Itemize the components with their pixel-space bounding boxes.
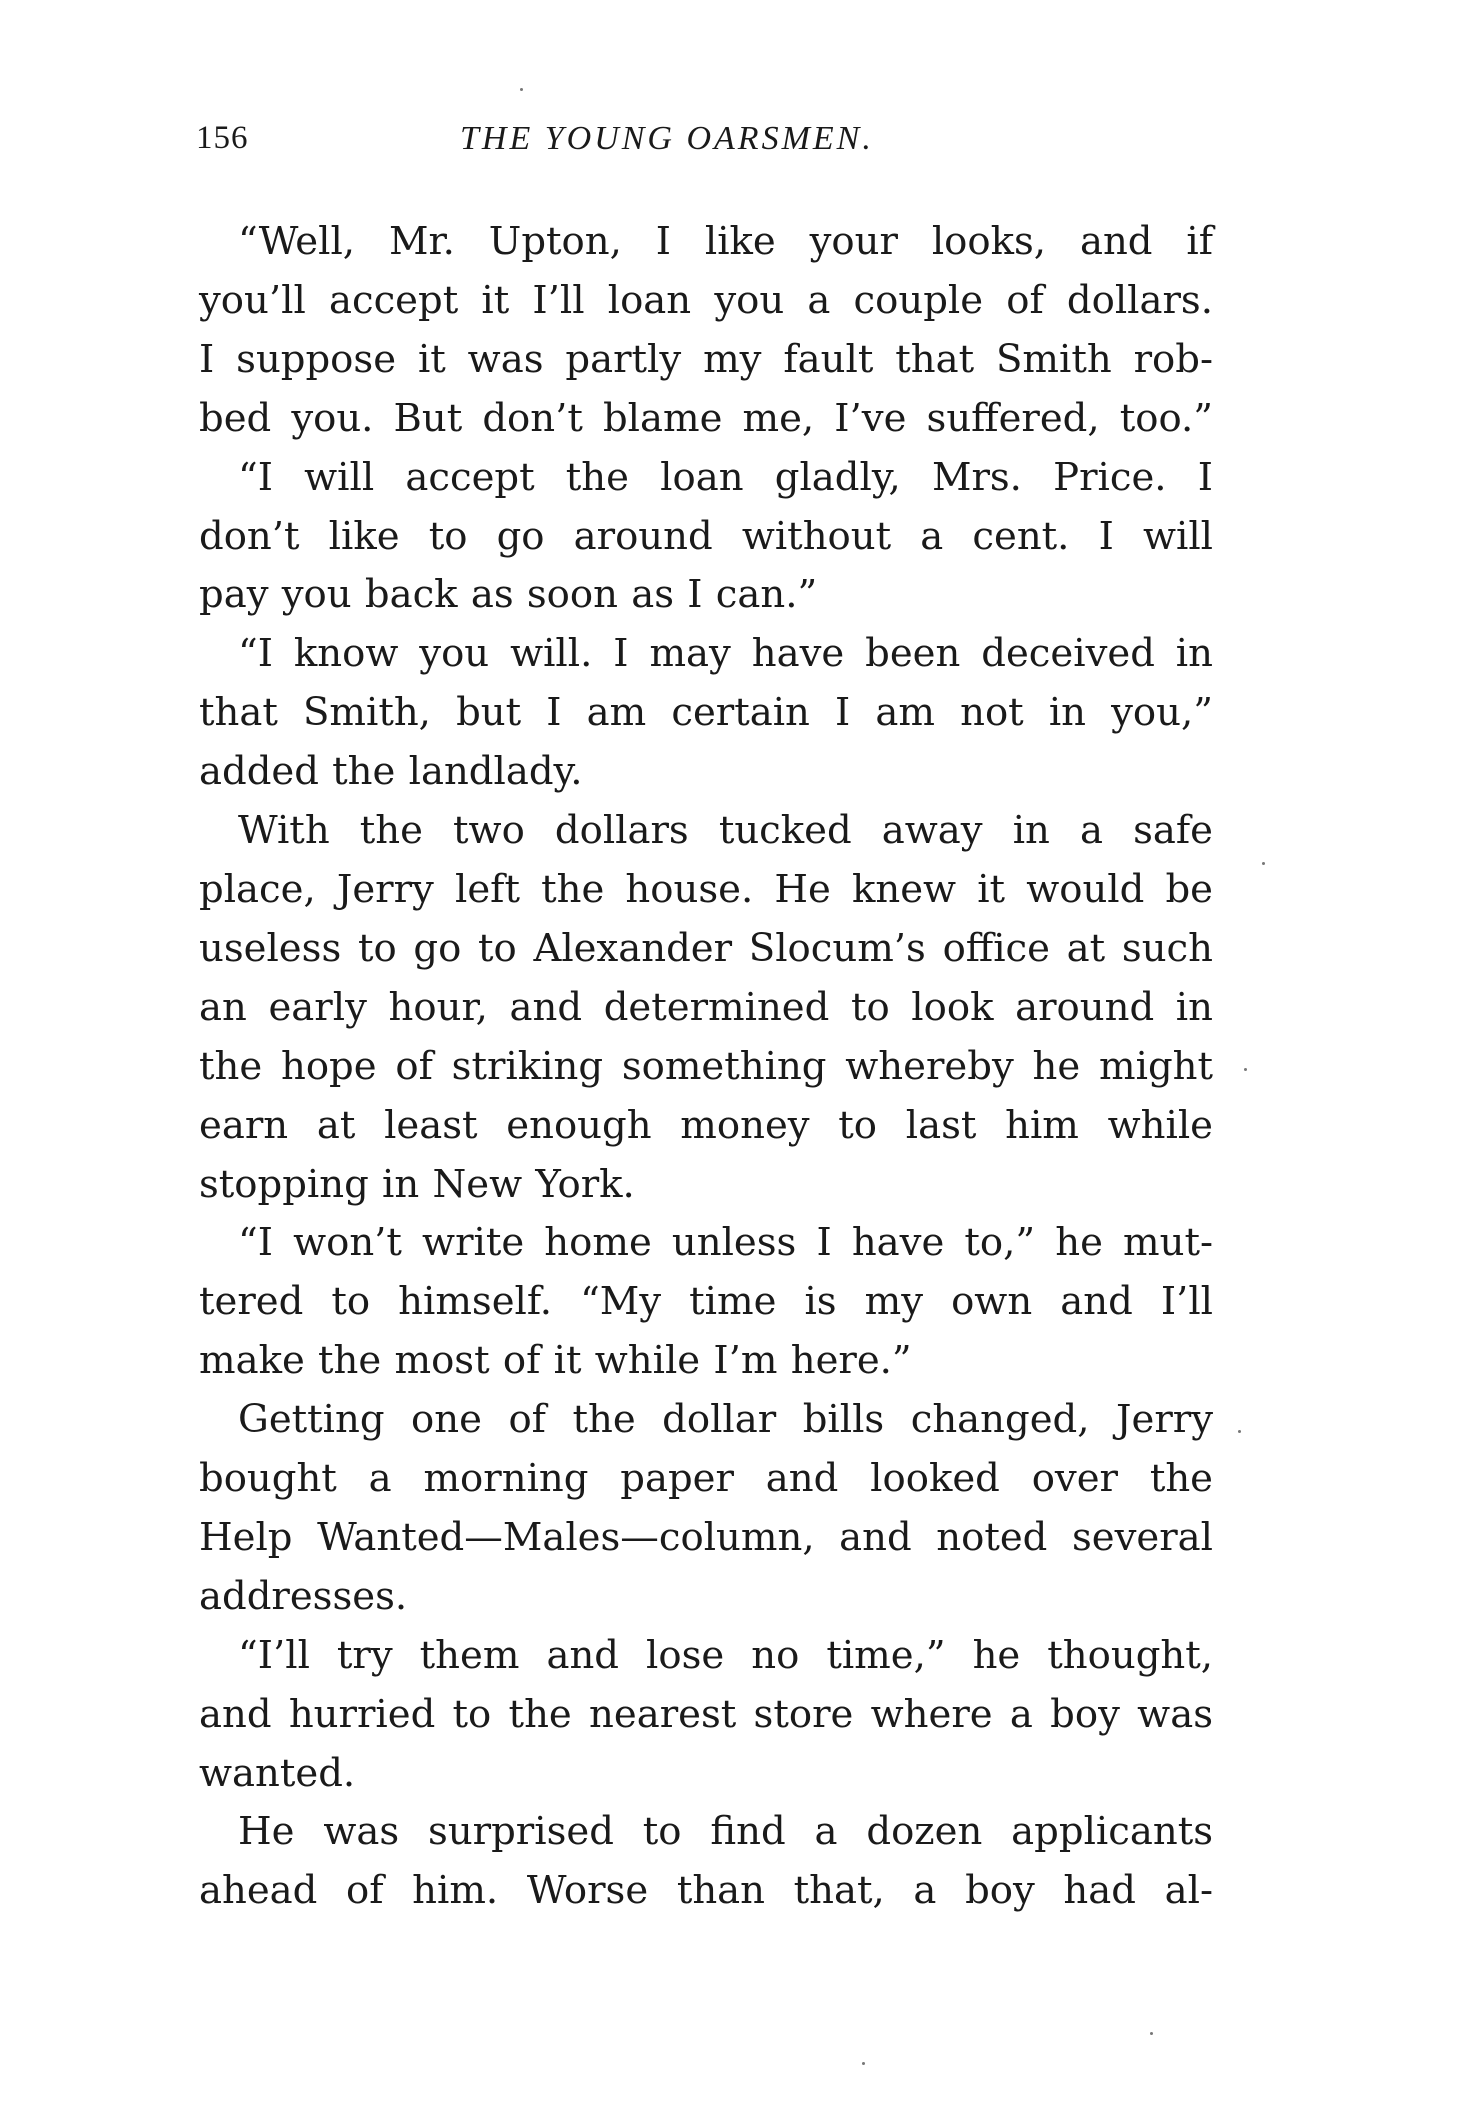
paragraph <box>199 802 1213 1214</box>
text-line: you’ll accept it I’ll loan you a couple of dollars. <box>199 277 1213 323</box>
paragraph <box>199 1803 1213 1921</box>
paper-speck <box>1238 1430 1241 1433</box>
paper-speck <box>520 88 523 91</box>
text-line: make the most of it while I’m here.” <box>199 1338 912 1384</box>
paragraph <box>199 1627 1213 1804</box>
text-line: Getting one of the dollar bills changed, Jerry <box>238 1397 1213 1443</box>
paper-speck <box>1244 1068 1247 1071</box>
running-head <box>196 120 1226 170</box>
text-line: I suppose it was partly my fault that Smith rob- <box>199 336 1213 382</box>
text-line: bed you. But don’t blame me, I’ve suffered, too.” <box>199 395 1213 441</box>
text-line: “I won’t write home unless I have to,” he mut- <box>238 1220 1213 1266</box>
text-line: He was surprised to find a dozen applicants <box>238 1809 1213 1855</box>
paper-speck <box>1150 2032 1153 2035</box>
text-line: “I will accept the loan gladly, Mrs. Price. I <box>238 454 1213 500</box>
paragraph <box>199 213 1213 449</box>
text-line: Help Wanted—Males—column, and noted several <box>199 1514 1213 1560</box>
text-line: wanted. <box>199 1750 356 1796</box>
text-line: and hurried to the nearest store where a boy was <box>199 1691 1213 1737</box>
paper-speck <box>862 2062 865 2065</box>
text-line: bought a morning paper and looked over the <box>199 1456 1213 1502</box>
text-line: useless to go to Alexander Slocum’s office at such <box>199 925 1213 971</box>
text-line: “I’ll try them and lose no time,” he thought, <box>238 1632 1213 1678</box>
paragraph <box>199 1391 1213 1627</box>
text-line: added the landlady. <box>199 749 583 795</box>
text-line: addresses. <box>199 1573 408 1619</box>
page-number: 156 <box>196 120 249 156</box>
paragraph <box>199 1214 1213 1391</box>
text-line: an early hour, and determined to look around in <box>199 984 1213 1030</box>
text-line: that Smith, but I am certain I am not in you,” <box>199 690 1213 736</box>
body-text <box>199 213 1213 1921</box>
text-line: place, Jerry left the house. He knew it would be <box>199 866 1213 912</box>
text-line: don’t like to go around without a cent. I will <box>199 513 1213 559</box>
text-line: pay you back as soon as I can.” <box>199 572 818 618</box>
text-line: earn at least enough money to last him while <box>199 1102 1213 1148</box>
text-line: tered to himself. “My time is my own and I’ll <box>199 1279 1213 1325</box>
text-line: the hope of striking something whereby he might <box>199 1043 1213 1089</box>
text-line: “Well, Mr. Upton, I like your looks, and if <box>238 219 1213 264</box>
running-title: THE YOUNG OARSMEN. <box>460 120 874 157</box>
text-line: stopping in New York. <box>199 1161 635 1207</box>
paragraph <box>199 625 1213 802</box>
paragraph <box>199 449 1213 626</box>
text-line: “I know you will. I may have been deceived in <box>238 631 1213 677</box>
text-line: With the two dollars tucked away in a safe <box>238 808 1213 854</box>
paper-speck <box>1262 862 1265 865</box>
text-line: ahead of him. Worse than that, a boy had al- <box>199 1868 1213 1914</box>
